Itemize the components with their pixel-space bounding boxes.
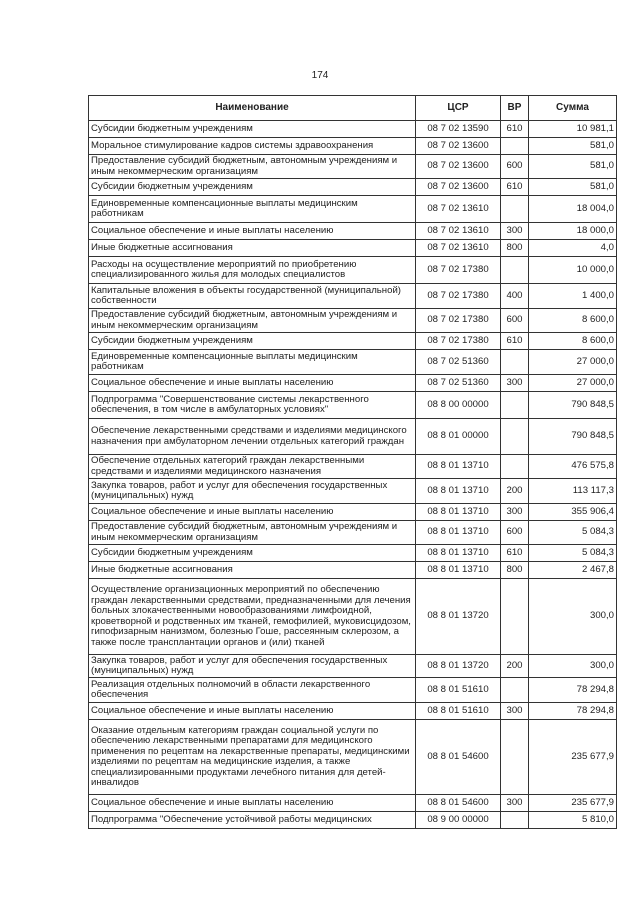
table-row [89, 479, 617, 504]
row-vr [501, 812, 529, 829]
row-vr: 800 [501, 562, 529, 579]
row-vr [501, 392, 529, 419]
table-row [89, 655, 617, 678]
row-csr: 08 8 01 54600 [416, 720, 501, 795]
row-csr: 08 7 02 17380 [416, 309, 501, 333]
row-vr: 600 [501, 155, 529, 179]
row-name: Закупка товаров, работ и услуг для обеспечения государственных (муниципальных) нужд [89, 479, 416, 504]
table-row [89, 392, 617, 419]
row-csr: 08 7 02 13600 [416, 155, 501, 179]
row-name: Предоставление субсидий бюджетным, автономным учреждениям и иным некоммерческим организациям [89, 155, 416, 179]
row-csr: 08 7 02 17380 [416, 257, 501, 284]
table-row [89, 257, 617, 284]
row-csr: 08 7 02 13590 [416, 121, 501, 138]
row-sum: 790 848,5 [529, 419, 617, 455]
table-row [89, 155, 617, 179]
table-row [89, 138, 617, 155]
table-row [89, 350, 617, 375]
row-sum: 10 981,1 [529, 121, 617, 138]
row-sum: 476 575,8 [529, 455, 617, 479]
table-row [89, 121, 617, 138]
row-csr: 08 7 02 17380 [416, 333, 501, 350]
row-vr: 600 [501, 521, 529, 545]
row-sum: 5 084,3 [529, 521, 617, 545]
row-vr: 200 [501, 479, 529, 504]
row-csr: 08 8 01 51610 [416, 678, 501, 703]
row-csr: 08 9 00 00000 [416, 812, 501, 829]
row-vr [501, 138, 529, 155]
row-sum: 4,0 [529, 240, 617, 257]
row-sum: 581,0 [529, 138, 617, 155]
row-name: Подпрограмма "Совершенствование системы лекарственного обеспечения, в том числе в амбулаторных условиях" [89, 392, 416, 419]
row-name: Социальное обеспечение и иные выплаты населению [89, 795, 416, 812]
table-row [89, 333, 617, 350]
table-row [89, 284, 617, 309]
row-vr: 300 [501, 375, 529, 392]
row-name: Реализация отдельных полномочий в области лекарственного обеспечения [89, 678, 416, 703]
row-name: Подпрограмма "Обеспечение устойчивой работы медицинских [89, 812, 416, 829]
row-name: Моральное стимулирование кадров системы здравоохранения [89, 138, 416, 155]
row-sum: 78 294,8 [529, 703, 617, 720]
row-csr: 08 7 02 17380 [416, 284, 501, 309]
row-name: Субсидии бюджетным учреждениям [89, 121, 416, 138]
row-name: Капитальные вложения в объекты государственной (муниципальной) собственности [89, 284, 416, 309]
row-sum: 18 004,0 [529, 196, 617, 223]
table-row [89, 521, 617, 545]
table-row [89, 419, 617, 455]
row-csr: 08 8 01 13720 [416, 579, 501, 655]
row-name: Закупка товаров, работ и услуг для обеспечения государственных (муниципальных) нужд [89, 655, 416, 678]
table-row [89, 812, 617, 829]
row-csr: 08 8 01 13710 [416, 562, 501, 579]
row-name: Оказание отдельным категориям граждан социальной услуги по обеспечению лекарственными препаратами для медицинского применения по рецептам на лекарственные препараты, медицинскими изделиями по рецептам на медицинские изделия, а также специализированными продуктами лечебного питания для детей-инвалидов [89, 720, 416, 795]
row-sum: 27 000,0 [529, 375, 617, 392]
row-sum: 235 677,9 [529, 795, 617, 812]
row-sum: 581,0 [529, 179, 617, 196]
row-name: Субсидии бюджетным учреждениям [89, 179, 416, 196]
row-sum: 78 294,8 [529, 678, 617, 703]
row-vr [501, 720, 529, 795]
row-sum: 10 000,0 [529, 257, 617, 284]
row-name: Социальное обеспечение и иные выплаты населению [89, 504, 416, 521]
row-csr: 08 8 01 13710 [416, 545, 501, 562]
row-csr: 08 7 02 51360 [416, 350, 501, 375]
row-name: Предоставление субсидий бюджетным, автономным учреждениям и иным некоммерческим организациям [89, 309, 416, 333]
row-csr: 08 7 02 13610 [416, 240, 501, 257]
row-sum: 5 084,3 [529, 545, 617, 562]
row-sum: 5 810,0 [529, 812, 617, 829]
table-row [89, 240, 617, 257]
table-body [89, 121, 617, 829]
row-vr [501, 257, 529, 284]
row-vr: 600 [501, 309, 529, 333]
row-csr: 08 8 01 13710 [416, 455, 501, 479]
row-vr [501, 350, 529, 375]
row-sum: 300,0 [529, 655, 617, 678]
row-vr [501, 455, 529, 479]
row-sum: 300,0 [529, 579, 617, 655]
row-name: Иные бюджетные ассигнования [89, 240, 416, 257]
table-row [89, 223, 617, 240]
row-csr: 08 7 02 13610 [416, 223, 501, 240]
row-csr: 08 8 01 54600 [416, 795, 501, 812]
row-vr: 610 [501, 179, 529, 196]
table-header-row [89, 96, 617, 121]
row-sum: 581,0 [529, 155, 617, 179]
row-sum: 235 677,9 [529, 720, 617, 795]
budget-table [88, 95, 617, 829]
table-row [89, 720, 617, 795]
table-row [89, 795, 617, 812]
row-csr: 08 8 01 51610 [416, 703, 501, 720]
row-vr: 400 [501, 284, 529, 309]
table-row [89, 196, 617, 223]
row-csr: 08 7 02 13600 [416, 179, 501, 196]
row-name: Обеспечение лекарственными средствами и изделиями медицинского назначения при амбулаторном лечении отдельных категорий граждан [89, 419, 416, 455]
page-number: 174 [311, 70, 329, 81]
table-row [89, 455, 617, 479]
row-csr: 08 7 02 13610 [416, 196, 501, 223]
table-row [89, 678, 617, 703]
row-sum: 8 600,0 [529, 333, 617, 350]
table-row [89, 375, 617, 392]
row-csr: 08 8 01 13710 [416, 504, 501, 521]
row-vr [501, 678, 529, 703]
row-vr: 200 [501, 655, 529, 678]
table-row [89, 309, 617, 333]
row-vr: 610 [501, 121, 529, 138]
row-vr: 800 [501, 240, 529, 257]
row-vr: 300 [501, 795, 529, 812]
row-name: Социальное обеспечение и иные выплаты населению [89, 223, 416, 240]
row-vr: 610 [501, 333, 529, 350]
table-row [89, 545, 617, 562]
row-vr [501, 579, 529, 655]
row-name: Единовременные компенсационные выплаты медицинским работникам [89, 196, 416, 223]
row-sum: 790 848,5 [529, 392, 617, 419]
row-csr: 08 8 00 00000 [416, 392, 501, 419]
row-vr [501, 419, 529, 455]
table-row [89, 179, 617, 196]
row-name: Субсидии бюджетным учреждениям [89, 545, 416, 562]
row-sum: 1 400,0 [529, 284, 617, 309]
row-sum: 18 000,0 [529, 223, 617, 240]
row-csr: 08 8 01 00000 [416, 419, 501, 455]
row-vr: 300 [501, 504, 529, 521]
row-name: Осуществление организационных мероприятий по обеспечению граждан лекарственными средствами, предназначенными для лечения больных злокачественными новообразованиями лимфоидной, кроветворной и родственных им тканей, гемофилией, муковисцидозом, гипофизарным нанизмом, болезнью Гоше, рассеянным склерозом, а также после трансплантации органов и (или) тканей [89, 579, 416, 655]
row-csr: 08 8 01 13720 [416, 655, 501, 678]
row-name: Социальное обеспечение и иные выплаты населению [89, 703, 416, 720]
table-row [89, 703, 617, 720]
header-name: Наименование [89, 96, 416, 121]
row-name: Социальное обеспечение и иные выплаты населению [89, 375, 416, 392]
row-name: Обеспечение отдельных категорий граждан лекарственными средствами и изделиями медицинского назначения [89, 455, 416, 479]
row-name: Единовременные компенсационные выплаты медицинским работникам [89, 350, 416, 375]
header-sum: Сумма [529, 96, 617, 121]
row-csr: 08 7 02 51360 [416, 375, 501, 392]
row-csr: 08 7 02 13600 [416, 138, 501, 155]
row-sum: 2 467,8 [529, 562, 617, 579]
table-row [89, 562, 617, 579]
row-csr: 08 8 01 13710 [416, 521, 501, 545]
row-name: Предоставление субсидий бюджетным, автономным учреждениям и иным некоммерческим организациям [89, 521, 416, 545]
table-row [89, 579, 617, 655]
row-sum: 8 600,0 [529, 309, 617, 333]
row-name: Субсидии бюджетным учреждениям [89, 333, 416, 350]
row-csr: 08 8 01 13710 [416, 479, 501, 504]
row-name: Расходы на осуществление мероприятий по приобретению специализированного жилья для молодых специалистов [89, 257, 416, 284]
row-sum: 355 906,4 [529, 504, 617, 521]
row-vr: 300 [501, 703, 529, 720]
row-sum: 113 117,3 [529, 479, 617, 504]
row-vr [501, 196, 529, 223]
header-vr: ВР [501, 96, 529, 121]
table-row [89, 504, 617, 521]
row-name: Иные бюджетные ассигнования [89, 562, 416, 579]
row-vr: 300 [501, 223, 529, 240]
row-sum: 27 000,0 [529, 350, 617, 375]
header-csr: ЦСР [416, 96, 501, 121]
row-vr: 610 [501, 545, 529, 562]
